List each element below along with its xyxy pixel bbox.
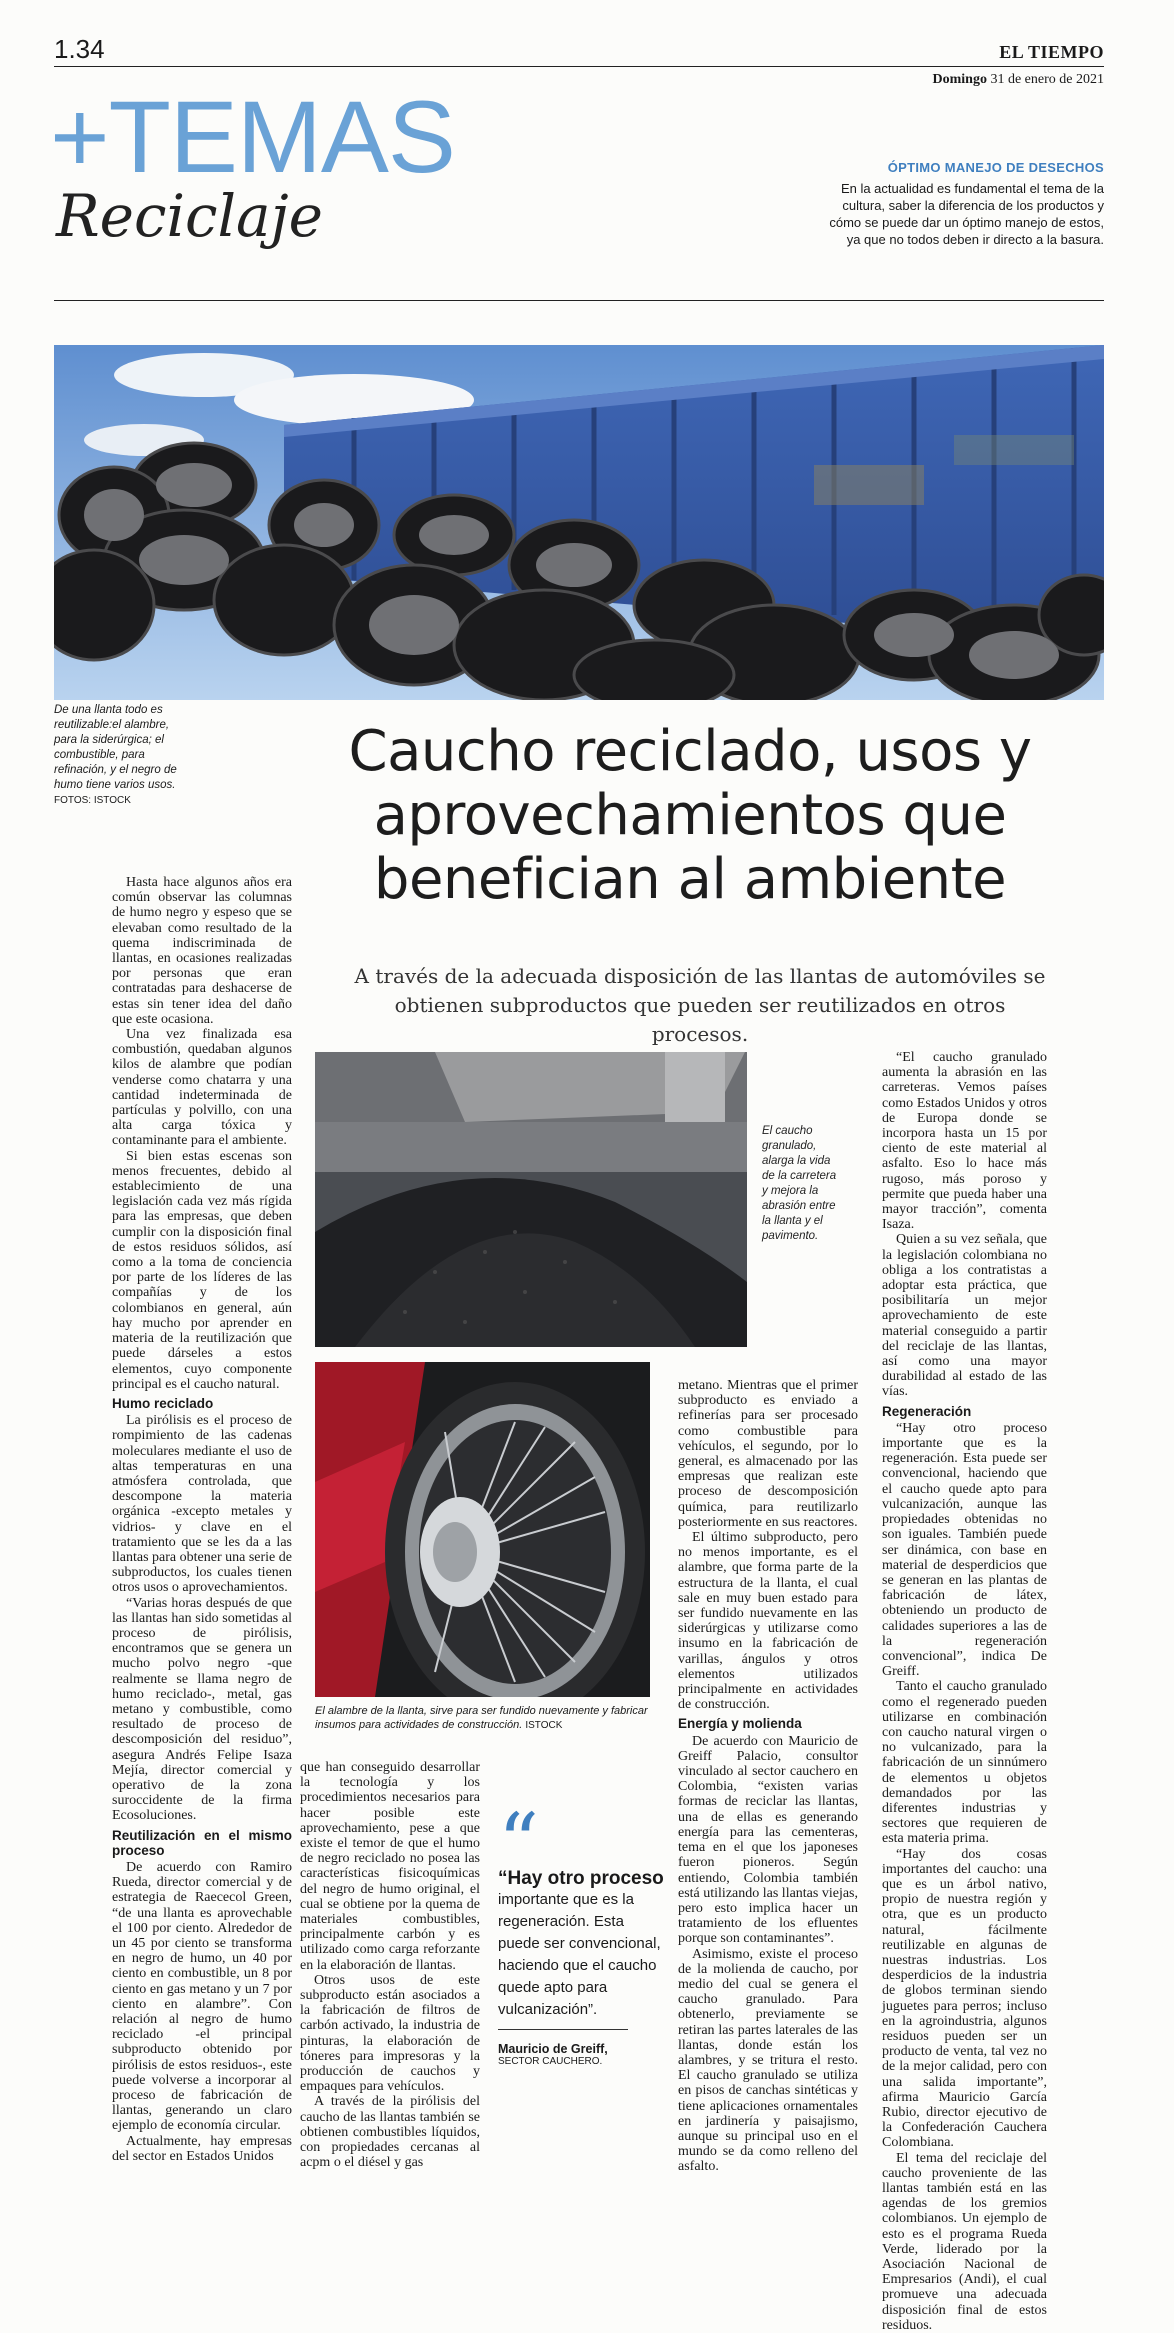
paragraph: Asimismo, existe el proceso de la molienda de caucho, por medio del cual se genera el caucho granulado. Para obtenerlo, previamente se retiran las partes laterales de las llantas, donde están los alambres, y se tritura el resto. El caucho granulado se utiliza en pisos de canchas sintéticas y tiene aplicaciones ornamentales en jardinería y paisajismo, aunque su principal uso en el mundo se da como relleno del asfalto. [678, 1946, 858, 2175]
photo3-credit: ISTOCK [525, 1720, 563, 1731]
paragraph: El último subproducto, pero no menos importante, es el alambre, que forma parte de la estructura de la llanta, el cual sale en muy buen estado para ser fundido nuevamente en las siderúrgicas y utilizarse como insumo en la fabricación de varillas, ángulos y otros elementos utilizados principalmente en actividades de construcción. [678, 1530, 858, 1713]
article-column-3 [678, 1378, 858, 2175]
paragraph: Tanto el caucho granulado como el regenerado pueden utilizarse en combinación con caucho natural virgen o no vulcanizado, para la fabricación de un sinnúmero de elementos u objetos demandados por las diferentes industrias y sectores que requieren de esta materia prima. [882, 1679, 1047, 1847]
pull-quote-head: “Hay otro proceso [498, 1868, 664, 1889]
section-subtitle: Reciclaje [56, 182, 323, 250]
photo3-caption [315, 1704, 655, 1733]
newspaper-brand: EL TIEMPO [999, 42, 1104, 62]
issue-date [933, 72, 1104, 88]
paragraph: Si bien estas escenas son menos frecuentes, debido al establecimiento de una legislación cada vez más rígida para las empresas, que deben cumplir con la disposición final de estos residuos sólidos, así como a la toma de conciencia por parte de los líderes de las compañías y de los colombianos en general, aún hay mucho por aprender en materia de la reutilización que puede dárseles a estos elementos, cuyo componente principal es el caucho natural. [112, 1148, 292, 1392]
page-number: 1.34 [54, 34, 105, 64]
article-column-1 [112, 875, 292, 2164]
paragraph: De acuerdo con Mauricio de Greiff Palacio, consultor vinculado al sector cauchero en Colombia, “existen varias formas de reciclar las llantas, una de ellas es generando energía para las cementeras, tema en el que los japoneses fueron pioneros. Según entiendo, Colombia también está utilizando las llantas viejas, pero esto implica hacer un tratamiento de los efluentes porque son contaminantes”. [678, 1733, 859, 1947]
paragraph: Quien a su vez señala, que la legislación colombiana no obliga a los contratistas a adoptar esta práctica, que posibilitaría un mejor aprovechamiento de este material conseguido a partir del reciclaje de las llantas, así como una mayor durabilidad al estado de las vías. [882, 1232, 1047, 1400]
paragraph: Hasta hace algunos años era común observar las columnas de humo negro y espeso que se elevaban como resultado de la quema indiscriminada de llantas, en ocasiones realizadas por personas que eran contratadas para deshacerse de estas sin tener idea del daño que este ocasiona. [112, 875, 292, 1027]
paragraph: Una vez finalizada esa combustión, quedaban algunos kilos de alambre que podían venderse como chatarra y una cantidad indeterminada de partículas y polvillo, con una alta carga tóxica y contaminante para el ambiente. [112, 1027, 292, 1149]
pull-quote-author: Mauricio de Greiff, [498, 2042, 608, 2056]
paragraph: El tema del reciclaje del caucho proveniente de las llantas también está en las agendas de los gremios colombianos. Un ejemplo de esto es el programa Rueda Verde, liderado por la Asociación Nacional de Empresarios (Andi), el cual promueve una adecuada disposición final de estos residuos. [882, 2150, 1047, 2333]
paragraph: que han conseguido desarrollar la tecnología y los procedimientos necesarios para hacer posible este aprovechamiento, pese a que existe el temor de que el humo de negro reciclado no posea las características fisicoquímicas del negro de humo original, el cual se obtiene por la quema de materiales combustibles, principalmente carbón y es utilizado como carga reforzante en la elaboración de llantas. [300, 1760, 480, 1973]
paragraph: La pirólisis es el proceso de rompimiento de las cadenas moleculares mediante el uso de altas temperaturas en una atmósfera controlada, que descompone la materia orgánica -excepto metales y vidrios- y clave en el tratamiento que se les da a las llantas para obtener una serie de subproductos, los cuales tienen otros usos o aprovechamientos. [112, 1413, 292, 1596]
article-column-2 [300, 1760, 480, 2170]
section-title: +TEMAS [50, 80, 455, 194]
pull-quote-rule [498, 2029, 628, 2030]
promo-text: En la actualidad es fundamental el tema de la cultura, saber la diferencia de los productos y cómo se puede dar un óptimo manejo de estos, ya que no todos deben ir directo a la basura. [829, 181, 1104, 247]
paragraph: “Hay dos cosas importantes del caucho: una que es un árbol nativo, propio de nuestra región y otra, que es un producto natural, fácilmente reutilizable en algunas de nuestras industrias. Los desperdicios de la industria de globos terminan siendo juguetes para perros; incluso en la agroindustria, algunos residuos pueden ser un producto de venta, tal vez no de la mejor calidad, pero con una salida importante”, afirma Mauricio García Rubio, director ejecutivo de la Confederación Cauchera Colombiana. [882, 1846, 1047, 2151]
hero-caption-text: De una llanta todo es reutilizable:el alambre, para la siderúrgica; el combustible, para refinación, y el negro de humo tiene varios usos. [54, 704, 177, 791]
paragraph: “El caucho granulado aumenta la abrasión en las carreteras. Vemos países como Estados Unidos y otros de Europa donde se incorpora hasta un 15 por ciento de este material al asfalto. Eso lo hace más rugoso, más poroso y permite que pueda haber una mayor tracción”, comenta Isaza. [882, 1050, 1047, 1233]
subhead: Humo reciclado [112, 1395, 214, 1411]
paragraph: De acuerdo con Ramiro Rueda, director comercial y de estrategia de Raececol Green, “de una llanta es aprovechable el 100 por ciento. Alrededor de un 45 por ciento se transforma en negro de humo, un 40 por ciento en combustible, un 8 por ciento en gas metano y un 7 por ciento en alambre”. Con relación al negro de humo reciclado -el principal subproducto obtenido por pirólisis de estos residuos-, este puede volverse a incorporar al proceso de fabricación de llantas, generando un claro ejemplo de economía circular. [112, 1860, 292, 2134]
paragraph: Actualmente, hay empresas del sector en Estados Unidos [112, 2133, 292, 2164]
article-dek: A través de la adecuada disposición de las llantas de automóviles se obtienen subproductos que pueden ser reutilizados en otros procesos. [354, 964, 1046, 1046]
hero-photo-tires [54, 345, 1104, 700]
section-rule [54, 300, 1104, 301]
article-column-4 [882, 1050, 1047, 2333]
subhead: Reutilización en el mismo proceso [112, 1827, 292, 1858]
paragraph: “Varias horas después de que las llantas han sido sometidas al proceso de pirólisis, encontramos que se genera un mucho polvo negro -que realmente se llama negro de humo reciclado-, metal, gas metano y combustible, como resultado de proceso de descomposición del residuo”, asegura Andrés Felipe Isaza Mejía, director comercial y operativo de la zona suroccidente de la firma Ecosoluciones. [112, 1595, 292, 1824]
wire-wheel-illustration [315, 1362, 650, 1697]
photo-granulated-rubber [315, 1052, 747, 1347]
pull-quote-text: importante que es la regeneración. Esta puede ser convencional, haciendo que el caucho quede apto para vulcanización”. [498, 1891, 661, 2018]
paragraph: metano. Mientras que el primer subproducto es enviado a refinerías para ser procesado como combustible para vehículos, el segundo, por lo general, es almacenado por las empresas que realizan este proceso de descomposición química, para reutilizarlo posteriormente en sus reactores. [678, 1378, 858, 1530]
tires-illustration [54, 345, 1104, 700]
subhead: Regeneración [882, 1403, 972, 1419]
granulated-rubber-illustration [315, 1052, 747, 1347]
photo2-caption: El caucho granulado, alarga la vida de la carretera y mejora la abrasión entre la llanta y el pavimento. [762, 1125, 837, 1242]
pull-quote [498, 1796, 668, 2067]
promo-kicker: ÓPTIMO MANEJO DE DESECHOS [887, 160, 1104, 175]
quote-mark-icon: “ [498, 1796, 539, 1889]
paragraph: “Hay otro proceso importante que es la regeneración. Esta puede ser convencional, haciendo que el caucho quede apto para vulcanización, aunque las propiedades obtenidas no son iguales. También puede ser dinámica, con base en material de desperdicios que se generan en las plantas de fabricación de látex, obteniendo un producto de calidades superiores a las de la regeneración convencional”, indica De Greiff. [882, 1420, 1047, 1680]
date-rest: 31 de enero de 2021 [990, 72, 1104, 87]
photo-wire-wheel [315, 1362, 650, 1697]
hero-credit: FOTOS: ISTOCK [54, 795, 131, 806]
photo3-caption-text: El alambre de la llanta, sirve para ser fundido nuevamente y fabricar insumos para actividades de construcción. [315, 1705, 648, 1731]
top-rule [54, 66, 1104, 67]
subhead: Energía y molienda [678, 1716, 802, 1732]
article-headline: Caucho reciclado, usos y aprovechamientos que benefician al ambiente [348, 719, 1032, 912]
date-day: Domingo [932, 72, 987, 87]
paragraph: A través de la pirólisis del caucho de las llantas también se obtienen combustibles líquidos, con propiedades cercanas al acpm o el diésel y gas [300, 2094, 480, 2171]
pull-quote-role: SECTOR CAUCHERO. [498, 2056, 603, 2067]
hero-caption [54, 703, 194, 808]
paragraph: Otros usos de este subproducto están asociados a la fabricación de filtros de carbón activado, la industria de pinturas, la elaboración de tóneres para impresoras y la producción de cauchos y empaques para vehículos. [300, 1972, 480, 2095]
